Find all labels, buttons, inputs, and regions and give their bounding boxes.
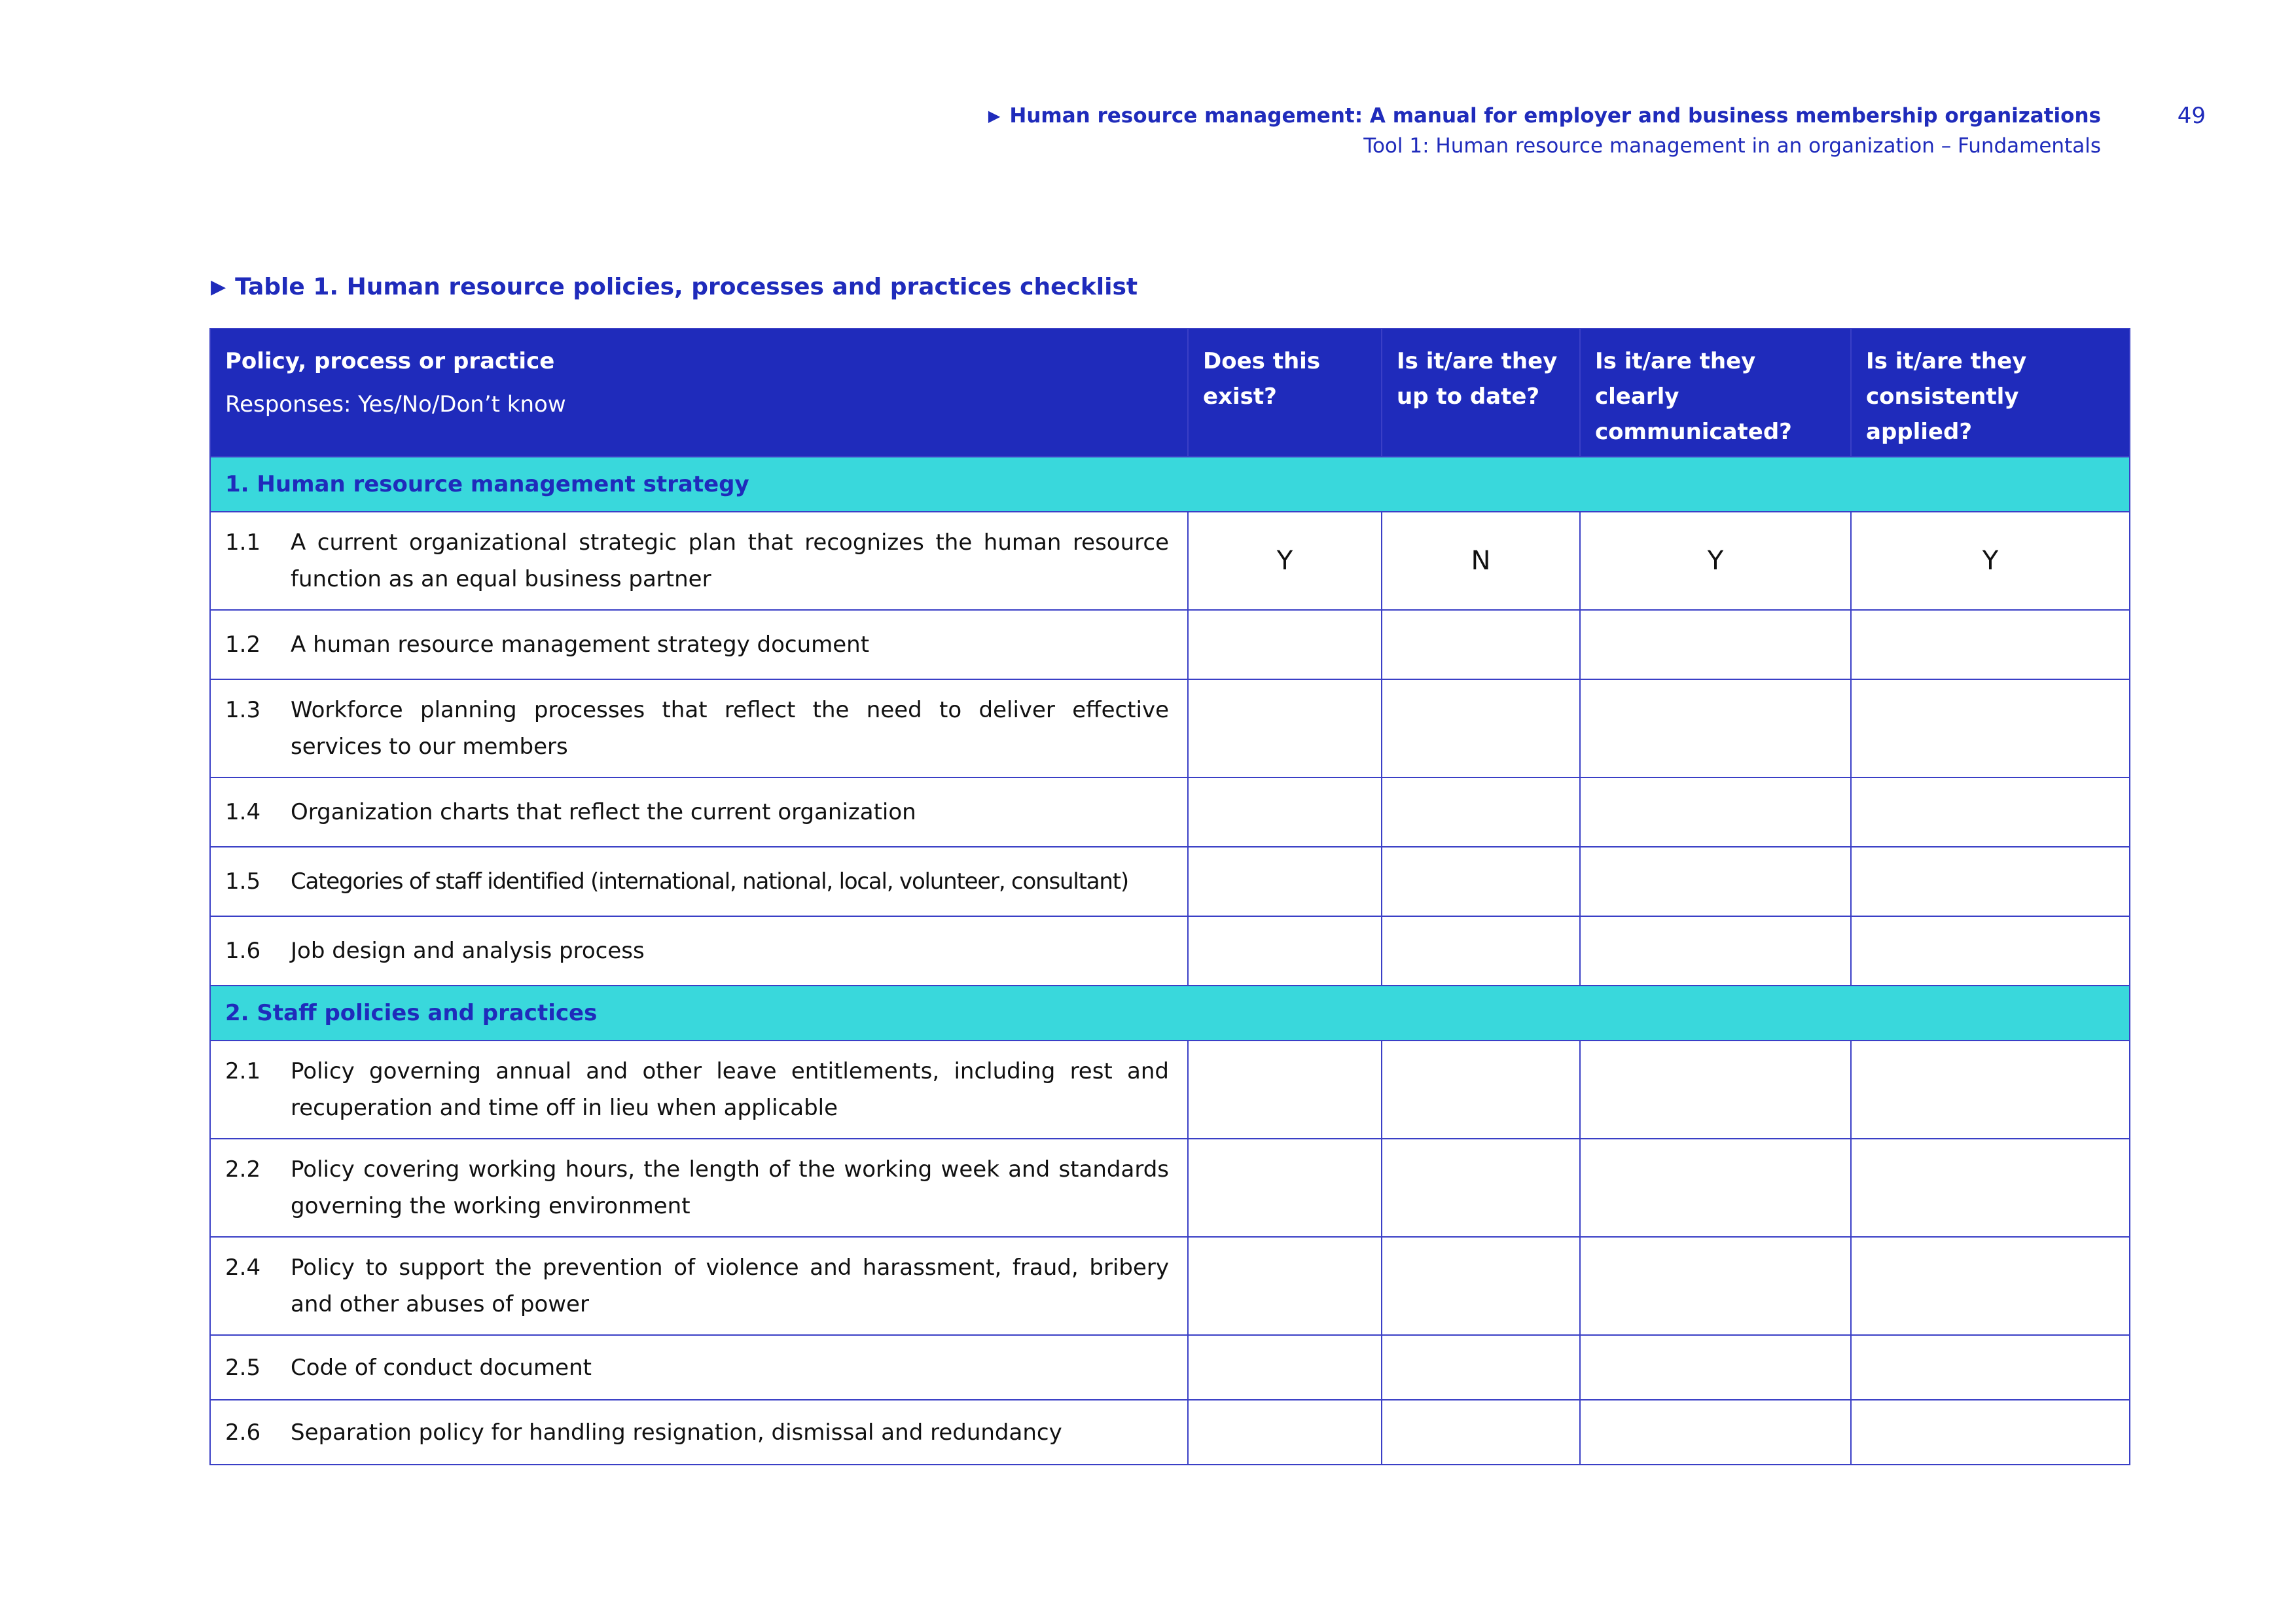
running-header (988, 101, 2101, 160)
response-communicated[interactable] (1580, 610, 1851, 679)
response-applied[interactable] (1851, 679, 2130, 777)
response-applied[interactable] (1851, 847, 2130, 916)
response-communicated[interactable]: Y (1580, 512, 1851, 610)
response-exists[interactable] (1188, 916, 1382, 986)
table-row (210, 777, 2130, 847)
column-header-communicated: Is it/are they clearly communicated? (1580, 329, 1851, 457)
row-number: 2.2 (225, 1156, 261, 1183)
response-up-to-date[interactable] (1382, 679, 1580, 777)
row-description (210, 1335, 1188, 1400)
response-exists[interactable]: Y (1188, 512, 1382, 610)
section-row (210, 986, 2130, 1041)
response-exists[interactable] (1188, 777, 1382, 847)
column-header-exists: Does this exist? (1188, 329, 1382, 457)
row-text: Policy covering working hours, the length of the working week and standards governing the working environment (291, 1156, 1169, 1219)
response-communicated[interactable] (1580, 1335, 1851, 1400)
response-exists[interactable] (1188, 847, 1382, 916)
response-communicated[interactable] (1580, 847, 1851, 916)
response-applied[interactable] (1851, 610, 2130, 679)
table-caption-text: Table 1. Human resource policies, processes and practices checklist (235, 274, 1138, 300)
row-description (210, 847, 1188, 916)
row-text: Policy to support the prevention of violence and harassment, fraud, bribery and other abuses of power (291, 1255, 1169, 1317)
response-applied[interactable] (1851, 916, 2130, 986)
row-number: 1.6 (225, 938, 261, 964)
table-header-row (210, 329, 2130, 457)
response-up-to-date[interactable] (1382, 777, 1580, 847)
response-communicated[interactable] (1580, 916, 1851, 986)
table-row (210, 847, 2130, 916)
row-number: 1.4 (225, 799, 261, 825)
response-exists[interactable] (1188, 1041, 1382, 1139)
response-communicated[interactable] (1580, 679, 1851, 777)
row-number: 1.1 (225, 529, 261, 556)
row-text: Job design and analysis process (291, 938, 645, 964)
column-header-policy-label: Policy, process or practice (225, 348, 555, 374)
checklist-table (209, 328, 2130, 1465)
response-up-to-date[interactable]: N (1382, 512, 1580, 610)
table-row (210, 1041, 2130, 1139)
response-applied[interactable] (1851, 1139, 2130, 1237)
row-number: 2.1 (225, 1058, 261, 1084)
row-description (210, 610, 1188, 679)
response-up-to-date[interactable] (1382, 610, 1580, 679)
section-title: 1. Human resource management strategy (210, 457, 2130, 512)
row-text: Policy governing annual and other leave entitlements, including rest and recuperation and time off in lieu when applicable (291, 1058, 1169, 1121)
response-up-to-date[interactable] (1382, 1237, 1580, 1335)
response-applied[interactable]: Y (1851, 512, 2130, 610)
response-up-to-date[interactable] (1382, 1139, 1580, 1237)
column-header-up-to-date: Is it/are they up to date? (1382, 329, 1580, 457)
row-description (210, 1237, 1188, 1335)
response-exists[interactable] (1188, 610, 1382, 679)
row-number: 1.5 (225, 868, 261, 895)
column-header-applied: Is it/are they consistently applied? (1851, 329, 2130, 457)
response-communicated[interactable] (1580, 1041, 1851, 1139)
response-communicated[interactable] (1580, 1400, 1851, 1465)
row-description (210, 916, 1188, 986)
row-text: A current organizational strategic plan that recognizes the human resource function as an equal business partner (291, 529, 1169, 592)
column-header-policy (210, 329, 1188, 457)
row-text: Organization charts that reflect the current organization (291, 799, 916, 825)
row-description (210, 512, 1188, 610)
response-up-to-date[interactable] (1382, 1400, 1580, 1465)
response-up-to-date[interactable] (1382, 1335, 1580, 1400)
row-text: Categories of staff identified (international, national, local, volunteer, consultant) (291, 868, 1128, 895)
response-applied[interactable] (1851, 1237, 2130, 1335)
table-row (210, 512, 2130, 610)
row-number: 2.6 (225, 1419, 261, 1446)
table-row (210, 1237, 2130, 1335)
table-row (210, 679, 2130, 777)
row-text: Code of conduct document (291, 1354, 592, 1381)
response-up-to-date[interactable] (1382, 916, 1580, 986)
response-exists[interactable] (1188, 1139, 1382, 1237)
table-row (210, 610, 2130, 679)
section-title: 2. Staff policies and practices (210, 986, 2130, 1041)
document-title-text: Human resource management: A manual for employer and business membership organizations (1009, 104, 2101, 128)
page-number: 49 (2177, 103, 2206, 129)
table-row (210, 1335, 2130, 1400)
row-description (210, 777, 1188, 847)
triangle-right-icon: ▶ (211, 276, 226, 298)
response-up-to-date[interactable] (1382, 847, 1580, 916)
response-exists[interactable] (1188, 1400, 1382, 1465)
table-row (210, 916, 2130, 986)
table-row (210, 1400, 2130, 1465)
document-subtitle: Tool 1: Human resource management in an organization – Fundamentals (1363, 134, 2101, 158)
response-communicated[interactable] (1580, 1237, 1851, 1335)
row-number: 1.2 (225, 632, 261, 658)
row-description (210, 1400, 1188, 1465)
response-up-to-date[interactable] (1382, 1041, 1580, 1139)
row-text: Separation policy for handling resignation, dismissal and redundancy (291, 1419, 1062, 1446)
row-description (210, 1041, 1188, 1139)
row-number: 2.4 (225, 1255, 261, 1281)
response-communicated[interactable] (1580, 1139, 1851, 1237)
row-number: 2.5 (225, 1354, 261, 1381)
row-text: A human resource management strategy document (291, 632, 870, 658)
row-text: Workforce planning processes that reflect the need to deliver effective services to our members (291, 697, 1169, 760)
document-title (988, 101, 2101, 132)
response-applied[interactable] (1851, 1400, 2130, 1465)
row-description (210, 1139, 1188, 1237)
response-applied[interactable] (1851, 777, 2130, 847)
row-number: 1.3 (225, 697, 261, 723)
response-applied[interactable] (1851, 1335, 2130, 1400)
response-exists[interactable] (1188, 1335, 1382, 1400)
response-applied[interactable] (1851, 1041, 2130, 1139)
response-communicated[interactable] (1580, 777, 1851, 847)
row-description (210, 679, 1188, 777)
triangle-right-icon: ▶ (988, 107, 1001, 125)
section-row (210, 457, 2130, 512)
response-exists[interactable] (1188, 679, 1382, 777)
responses-hint: Responses: Yes/No/Don’t know (225, 391, 566, 418)
table-row (210, 1139, 2130, 1237)
response-exists[interactable] (1188, 1237, 1382, 1335)
table-caption (211, 274, 1138, 300)
